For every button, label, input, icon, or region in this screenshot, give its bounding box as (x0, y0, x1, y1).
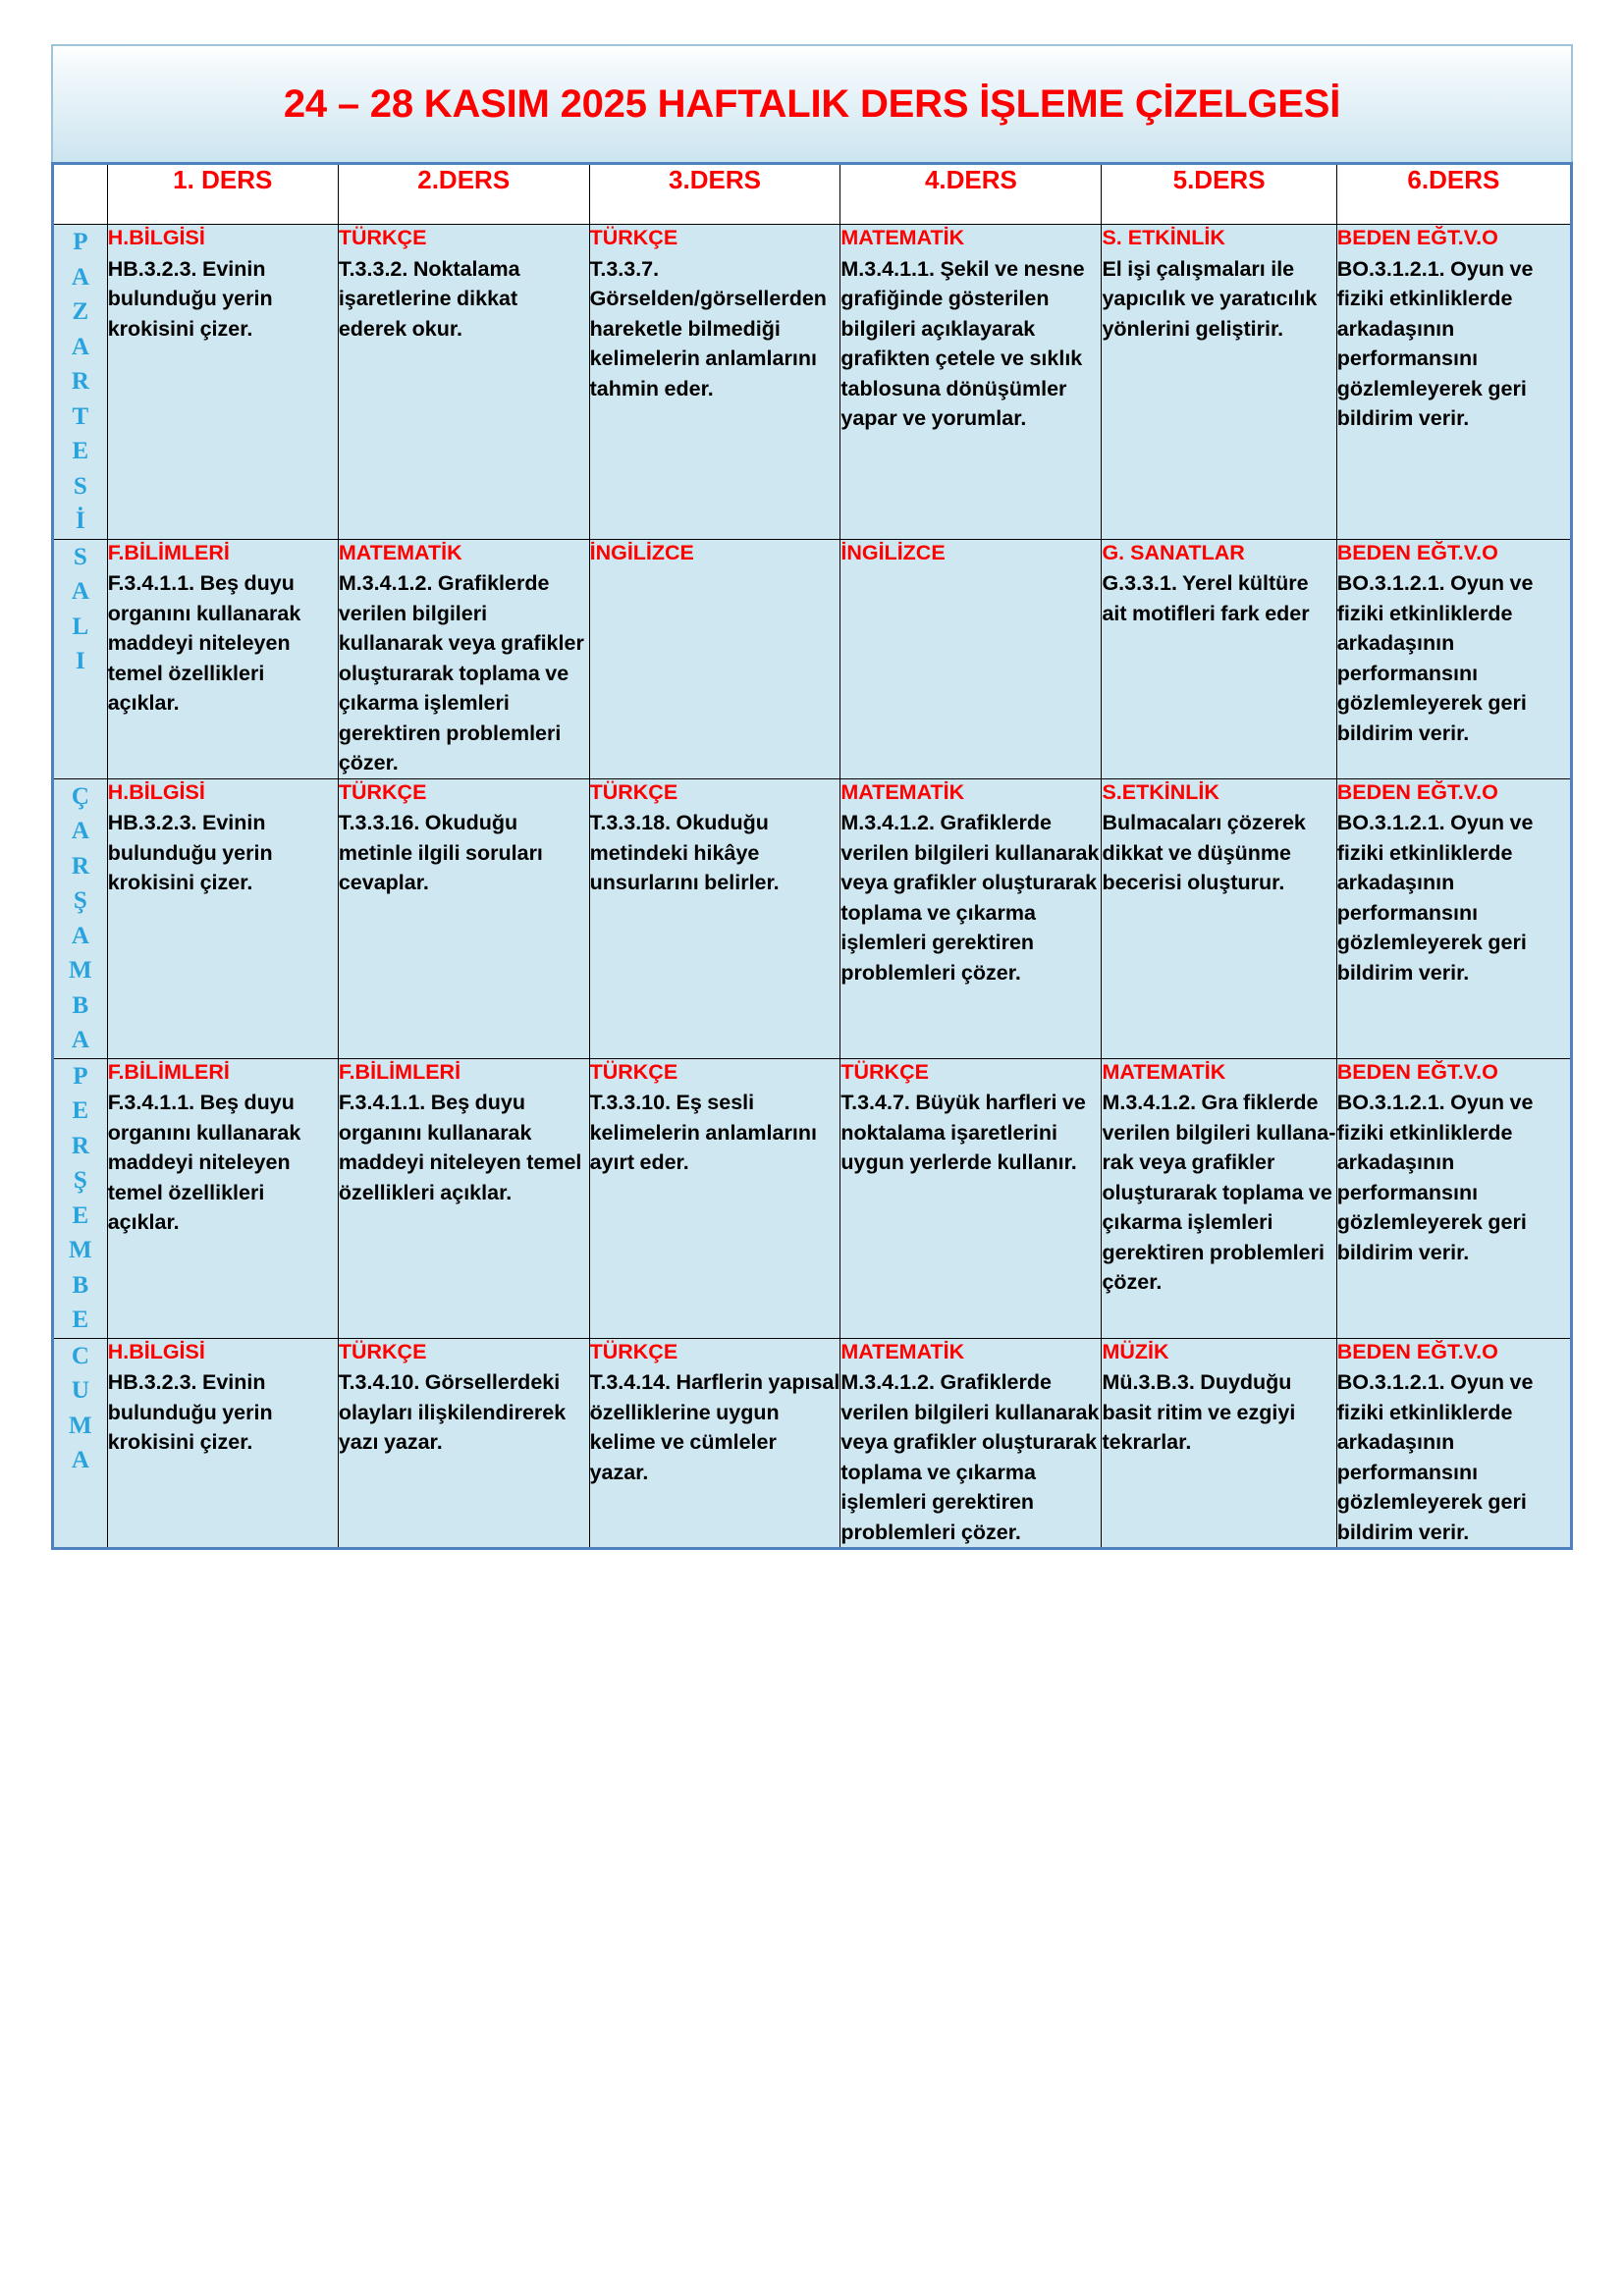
lesson-cell (1102, 539, 1336, 778)
lesson-objective: M.3.4.1.2. Grafiklerde verilen bilgileri kullanarak veya grafikler oluşturarak toplama ve çıkarma işlemleri gerektiren problemleri çözer. (338, 571, 584, 775)
lesson-objective: HB.3.2.3. Evinin bulunduğu yerin krokisini çizer. (107, 1370, 273, 1455)
lesson-cell (338, 539, 589, 778)
lesson-cell (107, 1058, 338, 1338)
day-label-letter: A (71, 818, 89, 845)
day-label-letter: P (73, 1062, 88, 1090)
lesson-cell (840, 778, 1102, 1058)
lesson-cell (338, 1338, 589, 1549)
lesson-objective: M.3.4.1.1. Şekil ve nesne grafiğinde gösterilen bilgileri açıklayarak grafikten çetele ve sıklık tablosuna dönüşümler yapar ve yorumlar. (840, 256, 1085, 431)
column-header-lesson-5: 5.DERS (1102, 164, 1336, 225)
lesson-cell (338, 778, 589, 1058)
lesson-objective: M.3.4.1.2. Grafiklerde verilen bilgileri kullanarak veya grafikler oluşturarak toplama ve çıkarma işlemleri gerektiren problemleri çözer. (840, 811, 1100, 985)
table-row (53, 1058, 1572, 1338)
lesson-subject: TÜRKÇE (589, 1339, 678, 1363)
day-label-letter: A (71, 333, 89, 360)
lesson-objective: T.3.3.18. Okuduğu metindeki hikâye unsurlarını belirler. (589, 811, 780, 895)
title-banner (51, 44, 1573, 162)
lesson-subject: MATEMATİK (338, 540, 462, 564)
lesson-cell (589, 778, 840, 1058)
lesson-objective: BO.3.1.2.1. Oyun ve fiziki etkinliklerde arkadaşının performansını gözlemleyerek geri bildirim verir. (1336, 1091, 1534, 1264)
lesson-objective: BO.3.1.2.1. Oyun ve fiziki etkinliklerde arkadaşının performansını gözlemleyerek geri bildirim verir. (1336, 571, 1534, 745)
column-header-lesson-6: 6.DERS (1336, 164, 1571, 225)
lesson-subject: MATEMATİK (840, 1339, 965, 1363)
day-label-cell (53, 1338, 108, 1549)
day-label-letter: E (72, 1307, 89, 1334)
day-label (54, 779, 107, 1058)
lesson-subject: TÜRKÇE (338, 779, 427, 804)
lesson-subject: İNGİLİZCE (840, 540, 946, 564)
day-label (54, 225, 107, 539)
table-row (53, 1338, 1572, 1549)
lesson-objective: T.3.4.10. Görsellerdeki olayları ilişkilendirerek yazı yazar. (338, 1370, 567, 1455)
lesson-cell (107, 1338, 338, 1549)
lesson-objective: T.3.3.7. Görselden/görsellerden hareketle bilmediği kelimelerin anlamlarını tahmin eder. (589, 256, 827, 400)
day-label-letter: A (71, 1447, 89, 1474)
lesson-subject: TÜRKÇE (840, 1059, 929, 1084)
lesson-objective: T.3.4.7. Büyük harfleri ve noktalama işaretlerini uygun yerlerde kullanır. (840, 1091, 1086, 1175)
lesson-cell (1102, 225, 1336, 540)
table-row (53, 225, 1572, 540)
lesson-subject: BEDEN EĞT.V.O (1336, 226, 1498, 249)
day-label-letter: S (73, 543, 87, 570)
lesson-objective: F.3.4.1.1. Beş duyu organını kullanarak maddeyi niteleyen temel özellikleri açıklar. (107, 571, 301, 716)
lesson-subject: S. ETKİNLİK (1102, 226, 1225, 249)
lesson-objective: M.3.4.1.2. Gra fiklerde verilen bilgileri kullana-rak veya grafikler oluşturarak toplama ve çıkarma işlemleri gerektiren problemleri çözer. (1102, 1091, 1336, 1295)
table-row (53, 778, 1572, 1058)
day-label-letter: C (71, 1342, 89, 1369)
day-label-letter: M (69, 1237, 92, 1264)
lesson-subject: H.BİLGİSİ (107, 1339, 205, 1363)
lesson-cell (1102, 1058, 1336, 1338)
lesson-objective: Mü.3.B.3. Duyduğu basit ritim ve ezgiyi tekrarlar. (1102, 1370, 1296, 1455)
lesson-subject: F.BİLİMLERİ (338, 1059, 461, 1084)
day-label-letter: M (69, 1412, 92, 1439)
lesson-subject: H.BİLGİSİ (107, 226, 205, 249)
lesson-subject: S.ETKİNLİK (1102, 779, 1219, 804)
lesson-cell (107, 225, 338, 540)
table-row (53, 539, 1572, 778)
day-label-letter: Ç (71, 782, 89, 810)
weekly-schedule-table (51, 162, 1573, 1550)
lesson-subject: BEDEN EĞT.V.O (1336, 1059, 1498, 1084)
lesson-objective: Bulmacaları çözerek dikkat ve düşünme becerisi oluşturur. (1102, 811, 1306, 895)
lesson-objective: HB.3.2.3. Evinin bulunduğu yerin krokisini çizer. (107, 811, 273, 895)
lesson-cell (1102, 778, 1336, 1058)
lesson-objective: BO.3.1.2.1. Oyun ve fiziki etkinliklerde arkadaşının performansını gözlemleyerek geri bildirim verir. (1336, 1370, 1534, 1544)
day-label-letter: A (71, 578, 89, 605)
table-header-row (53, 164, 1572, 225)
day-label-letter: İ (75, 507, 85, 534)
day-label-cell (53, 539, 108, 778)
lesson-objective: T.3.3.2. Noktalama işaretlerine dikkat ederek okur. (338, 256, 520, 341)
day-label-letter: E (72, 1097, 89, 1125)
day-label-letter: Ş (73, 887, 87, 915)
lesson-objective: F.3.4.1.1. Beş duyu organını kullanarak maddeyi niteleyen temel özellikleri açıklar. (107, 1091, 301, 1235)
lesson-cell (589, 1058, 840, 1338)
lesson-subject: TÜRKÇE (589, 779, 678, 804)
lesson-subject: TÜRKÇE (589, 1059, 678, 1084)
lesson-objective: El işi çalışmaları ile yapıcılık ve yaratıcılık yönlerini geliştirir. (1102, 256, 1318, 341)
lesson-subject: TÜRKÇE (589, 226, 678, 249)
lesson-subject: MATEMATİK (1102, 1059, 1226, 1084)
lesson-objective: T.3.4.14. Harflerin yapısal özelliklerine uygun kelime ve cümleler yazar. (589, 1370, 840, 1484)
lesson-cell (1336, 1058, 1571, 1338)
day-label-letter: M (69, 957, 92, 985)
day-label-letter: R (71, 852, 89, 880)
day-label-letter: Z (72, 298, 89, 325)
lesson-subject: F.BİLİMLERİ (107, 1059, 230, 1084)
lesson-objective: T.3.3.10. Eş sesli kelimelerin anlamlarını ayırt eder. (589, 1091, 817, 1175)
lesson-cell (1336, 778, 1571, 1058)
day-label-letter: A (71, 922, 89, 949)
day-label-cell (53, 225, 108, 540)
lesson-objective: G.3.3.1. Yerel kültüre ait motifleri fark eder (1102, 571, 1310, 625)
lesson-cell (1336, 1338, 1571, 1549)
lesson-objective: F.3.4.1.1. Beş duyu organını kullanarak maddeyi niteleyen temel özellikleri açıklar. (338, 1091, 582, 1204)
day-label-letter: S (73, 472, 87, 500)
lesson-objective: M.3.4.1.2. Grafiklerde verilen bilgileri kullanarak veya grafikler oluşturarak toplama ve çıkarma işlemleri gerektiren problemleri çözer. (840, 1370, 1100, 1544)
lesson-cell (107, 539, 338, 778)
day-label-letter: U (71, 1377, 89, 1405)
lesson-cell (840, 225, 1102, 540)
lesson-objective: BO.3.1.2.1. Oyun ve fiziki etkinliklerde arkadaşının performansını gözlemleyerek geri bildirim verir. (1336, 256, 1534, 431)
day-label-letter: R (71, 368, 89, 395)
day-label-letter: T (72, 402, 89, 430)
column-header-lesson-2: 2.DERS (338, 164, 589, 225)
lesson-cell (840, 1338, 1102, 1549)
day-label-letter: R (71, 1132, 89, 1159)
lesson-objective: T.3.3.16. Okuduğu metinle ilgili soruları cevaplar. (338, 811, 543, 895)
day-label-letter: E (72, 1201, 89, 1229)
lesson-cell (589, 225, 840, 540)
day-label-cell (53, 778, 108, 1058)
lesson-subject: H.BİLGİSİ (107, 779, 205, 804)
day-label-letter: B (72, 991, 89, 1019)
lesson-cell (338, 225, 589, 540)
table-body (53, 225, 1572, 1549)
day-label-letter: Ş (73, 1167, 87, 1195)
column-header-lesson-3: 3.DERS (589, 164, 840, 225)
lesson-subject: TÜRKÇE (338, 1339, 427, 1363)
lesson-cell (338, 1058, 589, 1338)
column-header-lesson-1: 1. DERS (107, 164, 338, 225)
lesson-subject: MATEMATİK (840, 226, 965, 249)
lesson-subject: TÜRKÇE (338, 226, 427, 249)
lesson-cell (840, 1058, 1102, 1338)
lesson-cell (1336, 539, 1571, 778)
lesson-cell (840, 539, 1102, 778)
header-corner (53, 164, 108, 225)
lesson-subject: F.BİLİMLERİ (107, 540, 230, 564)
lesson-subject: MÜZİK (1102, 1339, 1169, 1363)
lesson-subject: İNGİLİZCE (589, 540, 694, 564)
lesson-cell (1336, 225, 1571, 540)
day-label (54, 540, 107, 679)
lesson-subject: BEDEN EĞT.V.O (1336, 540, 1498, 564)
day-label (54, 1059, 107, 1338)
lesson-cell (589, 1338, 840, 1549)
lesson-cell (589, 539, 840, 778)
day-label (54, 1339, 107, 1478)
lesson-subject: BEDEN EĞT.V.O (1336, 1339, 1498, 1363)
lesson-objective: BO.3.1.2.1. Oyun ve fiziki etkinliklerde arkadaşının performansını gözlemleyerek geri bildirim verir. (1336, 811, 1534, 985)
day-label-letter: I (75, 648, 85, 674)
column-header-lesson-4: 4.DERS (840, 164, 1102, 225)
page-title: 24 – 28 KASIM 2025 HAFTALIK DERS İŞLEME ÇİZELGESİ (283, 82, 1341, 126)
day-label-letter: A (71, 1027, 89, 1054)
day-label-letter: P (73, 229, 88, 255)
day-label-letter: L (72, 613, 89, 640)
lesson-cell (107, 778, 338, 1058)
lesson-cell (1102, 1338, 1336, 1549)
day-label-letter: B (72, 1271, 89, 1299)
day-label-letter: A (71, 263, 89, 291)
day-label-letter: E (72, 438, 89, 464)
lesson-subject: MATEMATİK (840, 779, 965, 804)
lesson-subject: BEDEN EĞT.V.O (1336, 779, 1498, 804)
lesson-subject: G. SANATLAR (1102, 540, 1245, 564)
day-label-cell (53, 1058, 108, 1338)
lesson-objective: HB.3.2.3. Evinin bulunduğu yerin krokisini çizer. (107, 256, 273, 341)
